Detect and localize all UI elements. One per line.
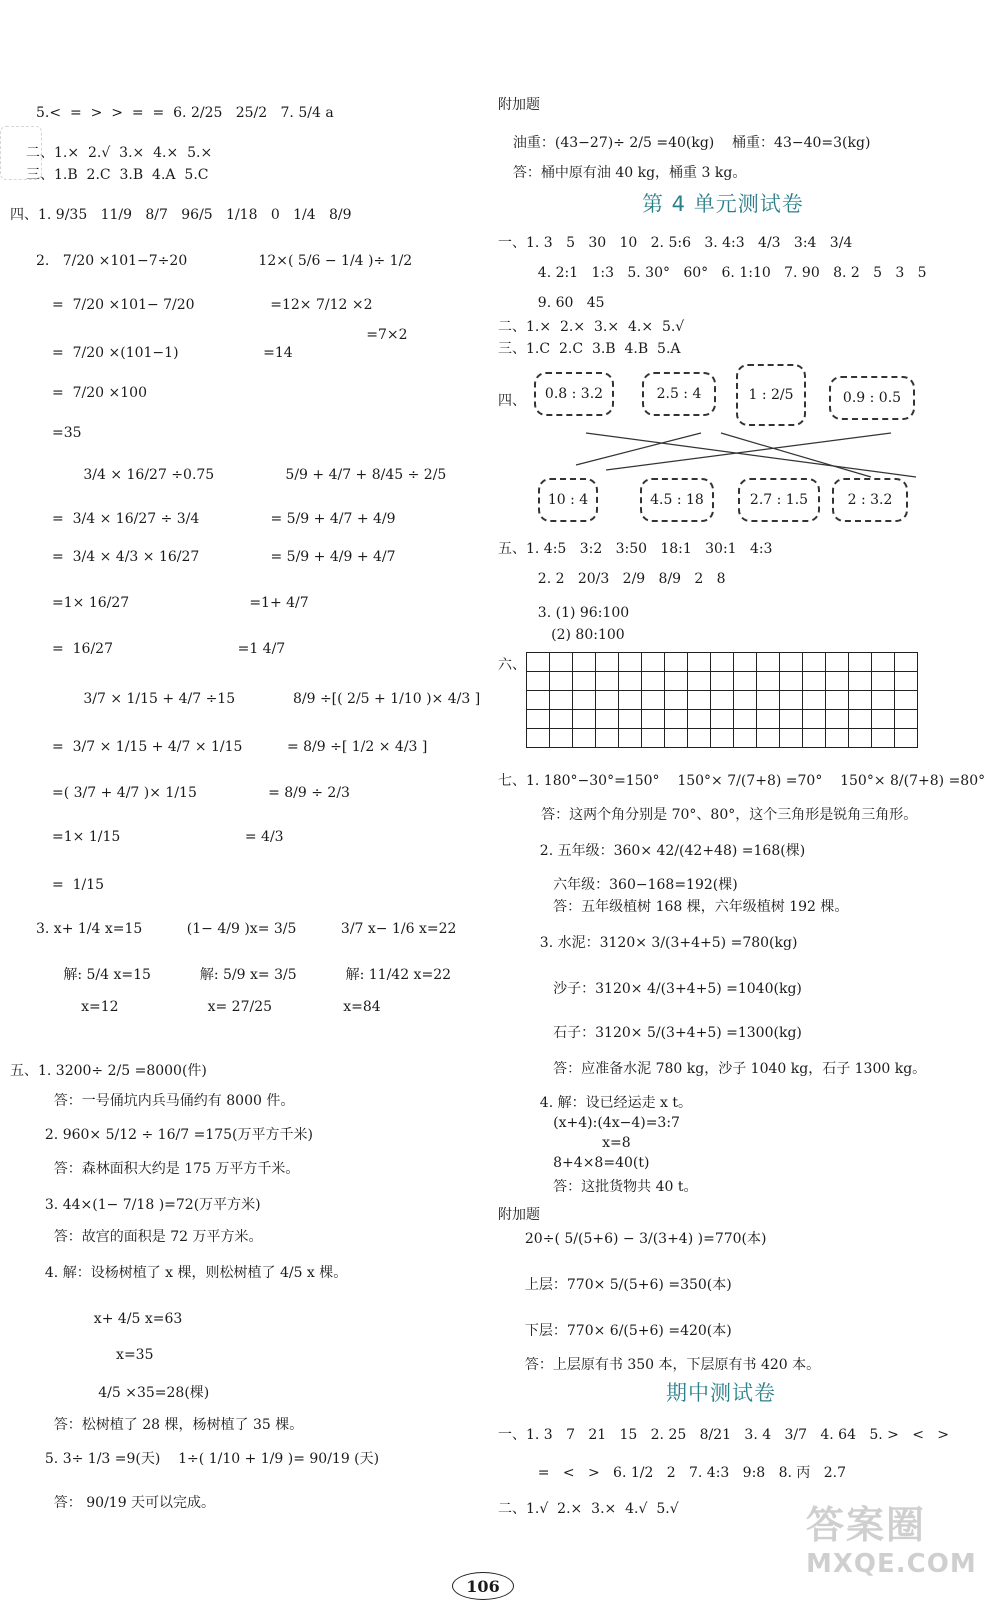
answer-line: 答：松树植了 28 棵，杨树植了 35 棵。	[36, 1417, 304, 1433]
grid-cell	[711, 710, 734, 729]
grid-cell	[688, 710, 711, 729]
grid-cell	[803, 691, 826, 710]
answer-line: x=8	[522, 1135, 631, 1151]
grid-cell	[573, 710, 596, 729]
grid-cell	[757, 672, 780, 691]
answer-line: x=35	[76, 1347, 154, 1363]
grid-cell	[619, 691, 642, 710]
answer-line: 上层：770× 5/(5+6) =350(本)	[516, 1277, 732, 1293]
answer-line: 9. 60 45	[520, 295, 605, 311]
answer-line: 答： 90/19 天可以完成。	[36, 1495, 216, 1511]
ratio-box: 2.5 : 4	[642, 372, 716, 416]
grid-cell	[688, 691, 711, 710]
stamp-mark	[0, 126, 42, 180]
grid-cell	[734, 729, 757, 748]
grid-cell	[780, 729, 803, 748]
grid-cell	[734, 691, 757, 710]
grid-cell	[895, 710, 918, 729]
answer-line: = 3/4 × 4/3 × 16/27 = 5/9 + 4/9 + 4/7	[52, 549, 396, 565]
answer-line: 20÷( 5/(5+6) − 3/(3+4) )=770(本)	[516, 1231, 767, 1247]
answer-line: = 3/7 × 1/15 + 4/7 × 1/15 = 8/9 ÷[ 1/2 × 4/3 ]	[52, 739, 428, 755]
grid-cell	[803, 672, 826, 691]
ratio-matching-lines	[526, 425, 946, 485]
grid-cell	[895, 691, 918, 710]
grid-cell	[688, 729, 711, 748]
grid-cell	[780, 710, 803, 729]
grid-cell	[872, 710, 895, 729]
answer-line: 3/7 × 1/15 + 4/7 ÷15 8/9 ÷[( 2/5 + 1/10 )× 4/3 ]	[70, 691, 481, 707]
grid-cell	[780, 653, 803, 672]
answer-line: 六年级：360−168=192(棵)	[522, 877, 738, 893]
grid-cell	[596, 710, 619, 729]
grid-cell	[665, 672, 688, 691]
grid-cell	[780, 691, 803, 710]
answer-line: 沙子：3120× 4/(3+4+5) =1040(kg)	[522, 981, 802, 997]
grid-cell	[895, 653, 918, 672]
grid-cell	[872, 729, 895, 748]
grid-cell	[895, 672, 918, 691]
grid-cell	[596, 729, 619, 748]
grid-cell	[665, 653, 688, 672]
answer-line: 一、1. 3 7 21 15 2. 25 8/21 3. 4 3/7 4. 64 5. > < >	[498, 1427, 950, 1443]
grid-cell	[527, 710, 550, 729]
grid-cell	[573, 729, 596, 748]
answer-line: 一、1. 3 5 30 10 2. 5:6 3. 4:3 4/3 3:4 3/4	[498, 235, 853, 251]
grid-cell	[665, 729, 688, 748]
answer-line: 石子：3120× 5/(3+4+5) =1300(kg)	[522, 1025, 802, 1041]
answer-line: 七、1. 180°−30°=150° 150°× 7/(7+8) =70° 150°× 8/(7+8) =80°	[498, 773, 986, 789]
grid-cell	[849, 729, 872, 748]
grid-cell	[642, 710, 665, 729]
answer-line: 2. 7/20 ×101−7÷20 12×( 5/6 − 1/4 )÷ 1/2	[36, 253, 413, 269]
answer-line: 解: 5/4 x=15 解: 5/9 x= 3/5 解: 11/42 x=22	[50, 967, 452, 983]
grid-cell	[757, 729, 780, 748]
answer-line: 3/4 × 16/27 ÷0.75 5/9 + 4/7 + 8/45 ÷ 2/5	[70, 467, 447, 483]
answer-line: 附加题	[498, 97, 540, 113]
answer-line: (2) 80:100	[520, 627, 625, 643]
grid-cell	[734, 672, 757, 691]
answer-line: 3. 水泥：3120× 3/(3+4+5) =780(kg)	[522, 935, 798, 951]
answer-line: =35	[52, 425, 82, 441]
answer-line: 二、1.√ 2.× 3.× 4.√ 5.√	[498, 1501, 679, 1517]
grid-cell	[573, 653, 596, 672]
answer-line: = 7/20 ×101− 7/20 =12× 7/12 ×2	[52, 297, 373, 313]
grid-cell	[688, 672, 711, 691]
grid-cell	[550, 710, 573, 729]
grid-cell	[596, 653, 619, 672]
grid-cell	[550, 653, 573, 672]
unit4-title: 第 4 单元测试卷	[642, 192, 804, 216]
answer-line: 3. x+ 1/4 x=15 (1− 4/9 )x= 3/5 3/7 x− 1/6 x=22	[36, 921, 457, 937]
midterm-title: 期中测试卷	[666, 1381, 776, 1405]
ratio-box: 0.9 : 0.5	[829, 376, 915, 420]
answer-line: 答：这两个角分别是 70°、80°，这个三角形是锐角三角形。	[510, 807, 918, 823]
grid-cell	[872, 653, 895, 672]
grid-cell	[734, 653, 757, 672]
right-column	[496, 0, 996, 1600]
answer-line: 答：上层原有书 350 本，下层原有书 420 本。	[516, 1357, 821, 1373]
answer-line: 答：五年级植树 168 棵，六年级植树 192 棵。	[522, 899, 849, 915]
grid-cell	[642, 729, 665, 748]
answer-grid	[526, 652, 918, 748]
grid-cell	[849, 710, 872, 729]
answer-line: 2. 五年级：360× 42/(42+48) =168(棵)	[522, 843, 806, 859]
answer-line: 下层：770× 6/(5+6) =420(本)	[516, 1323, 732, 1339]
grid-cell	[849, 672, 872, 691]
grid-cell	[596, 691, 619, 710]
grid-cell	[527, 729, 550, 748]
site-watermark: 答案圈 MXQE.COM	[806, 1503, 977, 1579]
answer-line: 油重：(43−27)÷ 2/5 =40(kg) 桶重：43−40=3(kg)	[504, 135, 871, 151]
grid-cell	[757, 710, 780, 729]
answer-line: =1× 1/15 = 4/3	[52, 829, 284, 845]
grid-cell	[895, 729, 918, 748]
grid-cell	[757, 691, 780, 710]
answer-line: = 1/15	[52, 877, 105, 893]
answer-line: 4. 解：设已经运走 x t。	[522, 1095, 693, 1111]
grid-cell	[619, 672, 642, 691]
grid-cell	[826, 691, 849, 710]
answer-line: 5. 3÷ 1/3 =9(天) 1÷( 1/10 + 1/9 )= 90/19 (天)	[36, 1451, 380, 1467]
grid-cell	[619, 653, 642, 672]
answer-line: 答：故宫的面积是 72 万平方米。	[36, 1229, 263, 1245]
grid-cell	[757, 653, 780, 672]
grid-cell	[688, 653, 711, 672]
grid-cell	[573, 672, 596, 691]
grid-cell	[527, 691, 550, 710]
grid-cell	[642, 672, 665, 691]
answer-line: = 16/27 =1 4/7	[52, 641, 286, 657]
grid-cell	[826, 729, 849, 748]
grid-cell	[550, 672, 573, 691]
answer-line: = 7/20 ×100	[52, 385, 147, 401]
grid-cell	[527, 672, 550, 691]
ratio-box: 10 : 4	[538, 478, 598, 522]
answer-line: 三、1.C 2.C 3.B 4.B 5.A	[498, 341, 681, 357]
grid-cell	[642, 691, 665, 710]
grid-cell	[665, 691, 688, 710]
grid-cell	[550, 729, 573, 748]
page-number: 106	[452, 1572, 514, 1600]
answer-line: 5.< = > > = = 6. 2/25 25/2 7. 5/4 a	[36, 105, 334, 121]
grid-cell	[642, 653, 665, 672]
answer-line: 4. 解：设杨树植了 x 棵，则松树植了 4/5 x 棵。	[36, 1265, 348, 1281]
grid-cell	[711, 672, 734, 691]
grid-cell	[573, 691, 596, 710]
answer-line: 3. (1) 96:100	[520, 605, 630, 621]
answer-line: 二、1.× 2.√ 3.× 4.× 5.×	[26, 145, 213, 161]
answer-line: 答：森林面积大约是 175 万平方千米。	[36, 1161, 300, 1177]
grid-cell	[826, 653, 849, 672]
answer-line: =1× 16/27 =1+ 4/7	[52, 595, 309, 611]
grid-cell	[619, 710, 642, 729]
ratio-box: 2.7 : 1.5	[738, 478, 820, 522]
grid-cell	[826, 672, 849, 691]
answer-line: =7×2	[206, 327, 408, 343]
answer-line: 答：桶中原有油 40 kg，桶重 3 kg。	[504, 165, 747, 181]
answer-line: 五、1. 3200÷ 2/5 =8000(件)	[10, 1063, 207, 1079]
grid-cell	[849, 691, 872, 710]
answer-line: x=12 x= 27/25 x=84	[50, 999, 381, 1015]
ratio-box: 1 : 2/5	[736, 364, 806, 426]
answer-line: 答：应准备水泥 780 kg，沙子 1040 kg，石子 1300 kg。	[522, 1061, 927, 1077]
answer-line: =( 3/7 + 4/7 )× 1/15 = 8/9 ÷ 2/3	[52, 785, 350, 801]
answer-line: 附加题	[498, 1207, 540, 1223]
answer-line: = < > 6. 1/2 2 7. 4:3 9:8 8. 丙 2.7	[520, 1465, 846, 1481]
grid-cell	[803, 710, 826, 729]
grid-cell	[849, 653, 872, 672]
ratio-box: 2 : 3.2	[832, 478, 908, 522]
grid-cell	[619, 729, 642, 748]
answer-line: 4/5 ×35=28(棵)	[76, 1385, 210, 1401]
answer-line: 2. 960× 5/12 ÷ 16/7 =175(万平方千米)	[36, 1127, 313, 1143]
grid-cell	[780, 672, 803, 691]
answer-line: 3. 44×(1− 7/18 )=72(万平方米)	[36, 1197, 261, 1213]
answer-line: 答：一号俑坑内兵马俑约有 8000 件。	[36, 1093, 295, 1109]
answer-line: = 7/20 ×(101−1) =14	[52, 345, 293, 361]
grid-cell	[711, 691, 734, 710]
answer-line: = 3/4 × 16/27 ÷ 3/4 = 5/9 + 4/7 + 4/9	[52, 511, 396, 527]
grid-cell	[826, 710, 849, 729]
answer-line: 三、1.B 2.C 3.B 4.A 5.C	[26, 167, 209, 183]
answer-line: x+ 4/5 x=63	[76, 1311, 183, 1327]
answer-line: 五、1. 4:5 3:2 3:50 18:1 30:1 4:3	[498, 541, 773, 557]
grid-cell	[734, 710, 757, 729]
answer-line: 六、	[498, 657, 526, 673]
answer-line: 4. 2:1 1:3 5. 30° 60° 6. 1:10 7. 90 8. 2 5 3 5	[520, 265, 927, 281]
answer-line: 四、1. 9/35 11/9 8/7 96/5 1/18 0 1/4 8/9	[10, 207, 352, 223]
answer-line: 2. 2 20/3 2/9 8/9 2 8	[520, 571, 726, 587]
grid-cell	[872, 672, 895, 691]
grid-cell	[872, 691, 895, 710]
grid-cell	[711, 653, 734, 672]
answer-line: 答：这批货物共 40 t。	[522, 1179, 698, 1195]
answer-line: 8+4×8=40(t)	[522, 1155, 650, 1171]
grid-cell	[596, 672, 619, 691]
grid-cell	[665, 710, 688, 729]
ratio-box: 0.8 : 3.2	[534, 372, 614, 416]
grid-cell	[803, 653, 826, 672]
left-column	[0, 0, 490, 1600]
grid-cell	[803, 729, 826, 748]
answer-line: 四、	[498, 393, 526, 409]
answer-line: (x+4):(4x−4)=3:7	[522, 1115, 680, 1131]
answer-line: 二、1.× 2.× 3.× 4.× 5.√	[498, 319, 685, 335]
grid-cell	[527, 653, 550, 672]
ratio-box: 4.5 : 18	[640, 478, 714, 522]
grid-cell	[711, 729, 734, 748]
grid-cell	[550, 691, 573, 710]
